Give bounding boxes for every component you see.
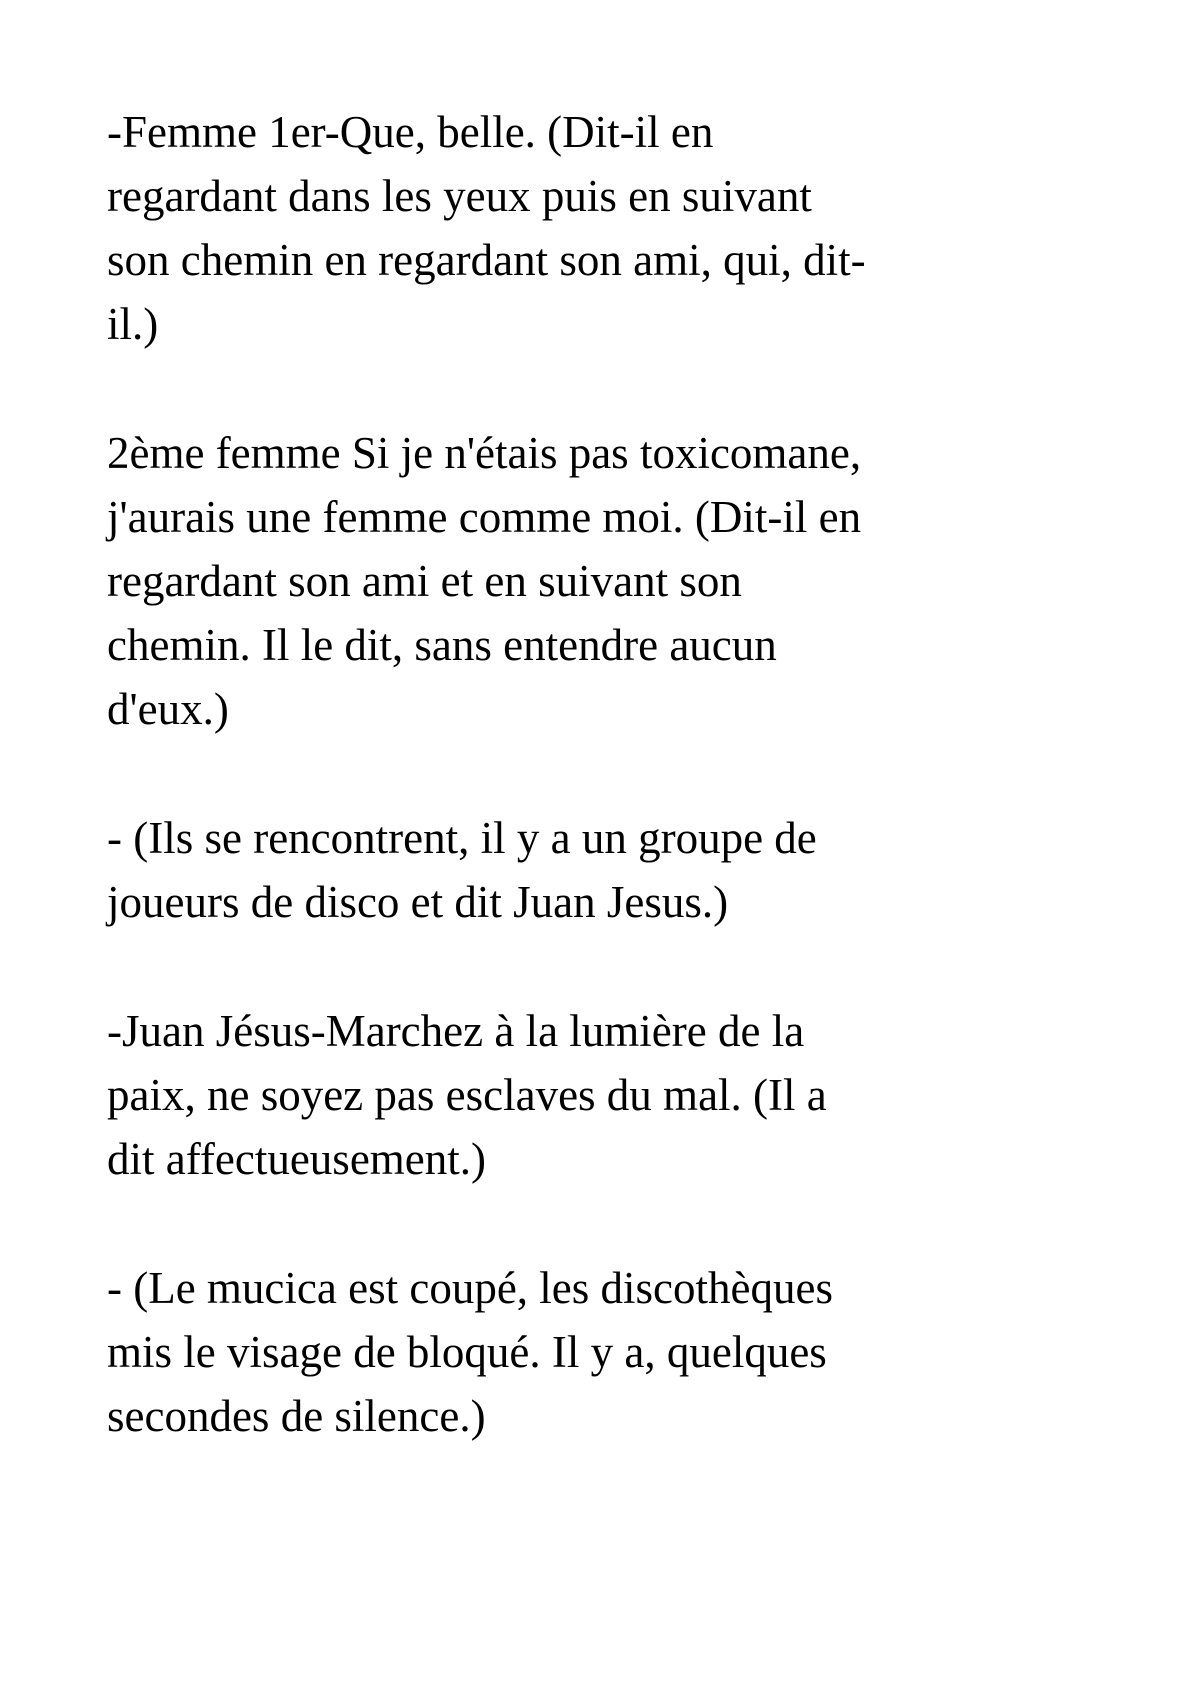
text-line: mis le visage de bloqué. Il y a, quelques (107, 1327, 827, 1377)
text-line: -Juan Jésus-Marchez à la lumière de la (107, 1006, 805, 1056)
text-line: - (Le mucica est coupé, les discothèques (107, 1263, 833, 1313)
paragraph-juan-jesus (107, 999, 1107, 1191)
text-line: paix, ne soyez pas esclaves du mal. (Il a (107, 1070, 827, 1120)
text-line: 2ème femme Si je n'étais pas toxicomane, (107, 428, 862, 478)
text-line: il.) (107, 299, 159, 349)
text-line: j'aurais une femme comme moi. (Dit-il en (107, 492, 862, 542)
text-line: - (Ils se rencontrent, il y a un groupe de (107, 813, 817, 863)
document-page (107, 100, 1107, 1513)
text-line: dit affectueusement.) (107, 1134, 487, 1184)
text-line: regardant son ami et en suivant son (107, 556, 742, 606)
text-line: son chemin en regardant son ami, qui, dit- (107, 235, 866, 285)
paragraph-femme-1 (107, 100, 1107, 356)
text-line: secondes de silence.) (107, 1391, 486, 1441)
text-line: -Femme 1er-Que, belle. (Dit-il en (107, 107, 714, 157)
paragraph-femme-2 (107, 421, 1107, 741)
text-line: chemin. Il le dit, sans entendre aucun (107, 620, 777, 670)
text-line: joueurs de disco et dit Juan Jesus.) (107, 877, 729, 927)
paragraph-stage-direction-silence (107, 1256, 1107, 1448)
text-line: d'eux.) (107, 684, 229, 734)
text-line: regardant dans les yeux puis en suivant (107, 171, 812, 221)
paragraph-stage-direction-rencontre (107, 806, 1107, 934)
